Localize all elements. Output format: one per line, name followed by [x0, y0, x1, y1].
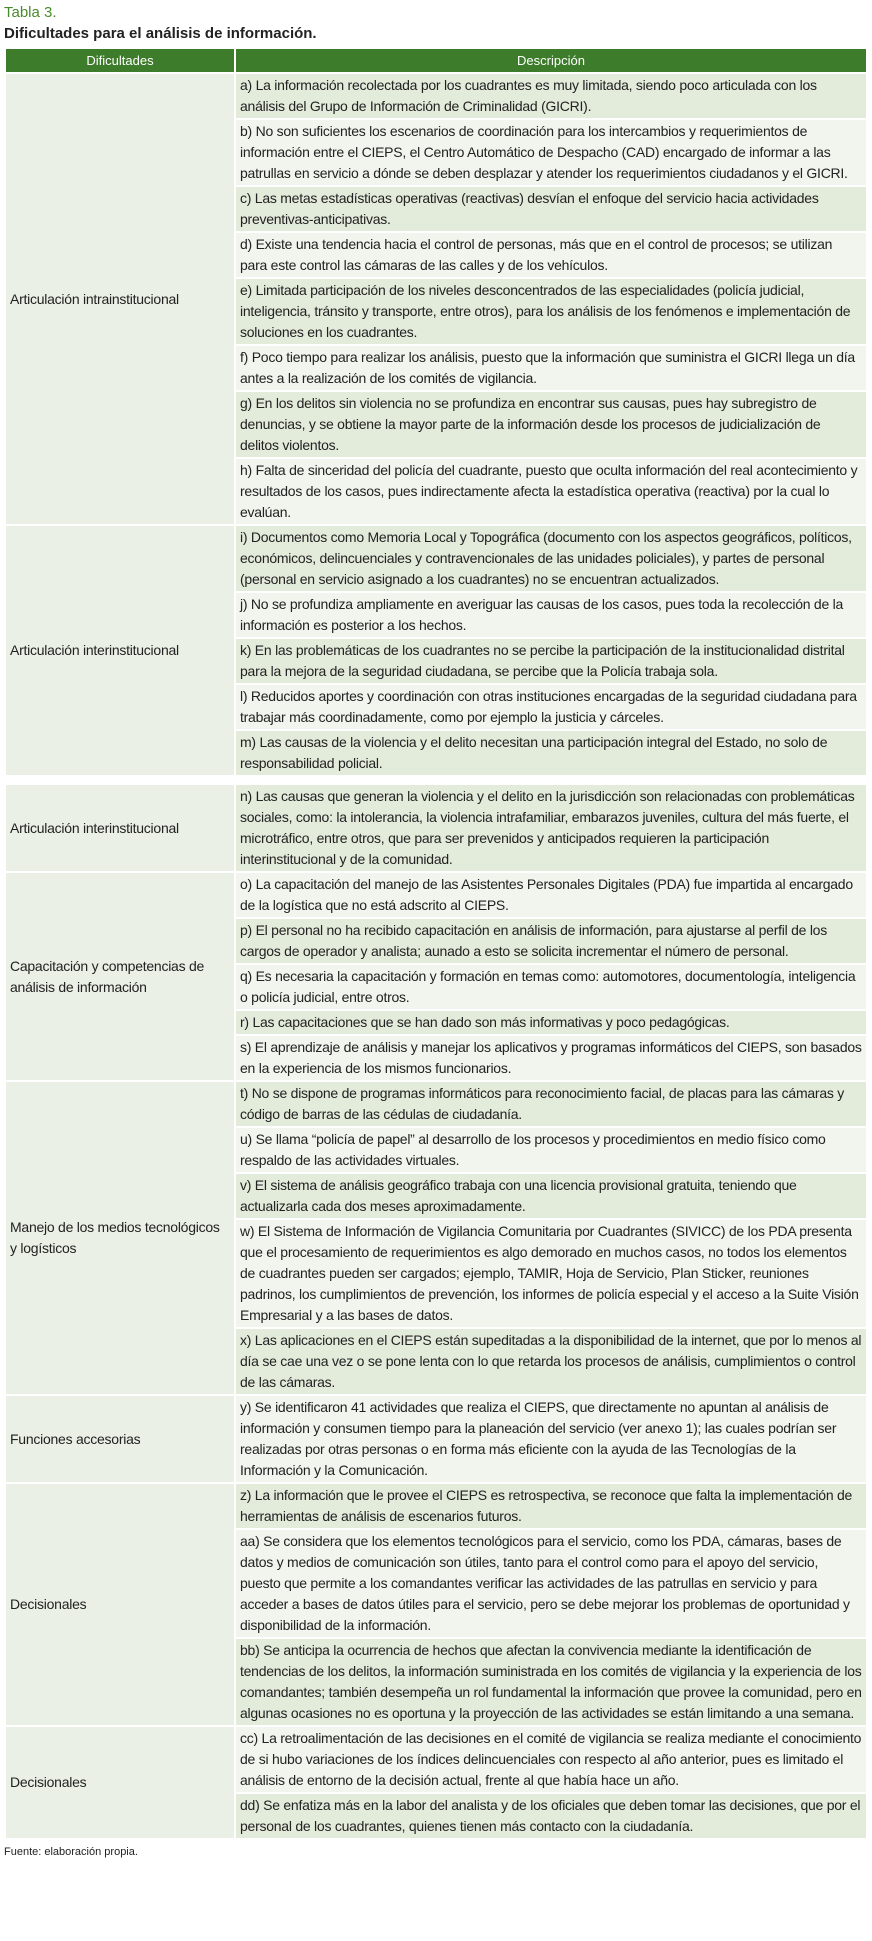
description-cell: g) En los delitos sin violencia no se profundiza en encontrar sus causas, pues hay subregistro de denuncias, y se obtiene la mayor parte de la información desde los procesos de judicialización de delitos violentos.: [235, 391, 867, 458]
table-row: [5, 1726, 867, 1793]
category-cell: Decisionales: [5, 1726, 235, 1839]
description-cell: l) Reducidos aportes y coordinación con otras instituciones encargadas de la seguridad ciudadana para trabajar más coordinadamente, como por ejemplo la justicia y cárceles.: [235, 684, 867, 730]
difficulties-table: [0, 47, 872, 1840]
table-row: [5, 1483, 867, 1529]
description-cell: bb) Se anticipa la ocurrencia de hechos que afectan la convivencia mediante la identificación de tendencias de los delitos, la información suministrada en los comités de vigilancia y la experiencia de los comandantes; también desempeña un rol fundamental la información que provee la comunidad, pero en algunas ocasiones no es oportuna y la proyección de las actividades se están limitando a una semana.: [235, 1638, 867, 1726]
table-title: Tabla 3.: [4, 4, 57, 21]
category-cell: Manejo de los medios tecnológicos y logísticos: [5, 1081, 235, 1395]
description-cell: b) No son suficientes los escenarios de coordinación para los intercambios y requerimientos de información entre el CIEPS, el Centro Automático de Despacho (CAD) encargado de informar a las patrullas en servicio a dónde se deben desplazar y atender los requerimientos ciudadanos y el GICRI.: [235, 119, 867, 186]
description-cell: e) Limitada participación de los niveles desconcentrados de las especialidades (policía judicial, inteligencia, tránsito y transporte, entre otros), para los análisis de los fenómenos e implementación de soluciones en los cuadrantes.: [235, 278, 867, 345]
description-cell: n) Las causas que generan la violencia y el delito en la jurisdicción son relacionadas con problemáticas sociales, como: la intolerancia, la violencia intrafamiliar, embarazos juveniles, cultura del más fuerte, el microtráfico, entre otros, que para ser prevenidos y anticipados requieren la participación interinstitucional y de la comunidad.: [235, 784, 867, 872]
description-cell: i) Documentos como Memoria Local y Topográfica (documento con los aspectos geográficos, políticos, económicos, delincuenciales y contravencionales de las unidades policiales), y partes de personal (personal en servicio asignado a los cuadrantes) no se encuentran actualizados.: [235, 525, 867, 592]
description-cell: y) Se identificaron 41 actividades que realiza el CIEPS, que directamente no apuntan al análisis de información y consumen tiempo para la planeación del servicio (ver anexo 1); las cuales podrían ser realizadas por otras personas o en forma más eficiente con la ayuda de las Tecnologías de la Información y la Comunicación.: [235, 1395, 867, 1483]
description-cell: w) El Sistema de Información de Vigilancia Comunitaria por Cuadrantes (SIVICC) de los PDA presenta que el procesamiento de requerimientos es algo demorado en muchos casos, no todos los elementos de cuadrantes pueden ser cargados; ejemplo, TAMIR, Hoja de Servicio, Plan Sticker, reuniones padrinos, los cumplimientos de prevención, los informes de policía especial y el acceso a la Suite Visión Empresarial y a las bases de datos.: [235, 1219, 867, 1328]
description-cell: k) En las problemáticas de los cuadrantes no se percibe la participación de la institucionalidad distrital para la mejora de la seguridad ciudadana, se percibe que la Policía trabaja sola.: [235, 638, 867, 684]
category-cell: Funciones accesorias: [5, 1395, 235, 1483]
description-cell: a) La información recolectada por los cuadrantes es muy limitada, siendo poco articulada con los análisis del Grupo de Información de Criminalidad (GICRI).: [235, 73, 867, 119]
description-cell: d) Existe una tendencia hacia el control de personas, más que en el control de procesos; se utilizan para este control las cámaras de las calles y de los vehículos.: [235, 232, 867, 278]
table-part-2: [4, 783, 868, 1840]
description-cell: aa) Se considera que los elementos tecnológicos para el servicio, como los PDA, cámaras, bases de datos y medios de comunicación son útiles, tanto para el control como para el apoyo del servicio, puesto que permite a los comandantes verificar las actividades de las patrullas en servicio y para acceder a bases de datos útiles para el servicio, pero se debe mejorar los problemas de oportunidad y disponibilidad de la información.: [235, 1529, 867, 1638]
description-cell: t) No se dispone de programas informáticos para reconocimiento facial, de placas para las cámaras y código de barras de las cédulas de ciudadanía.: [235, 1081, 867, 1127]
description-cell: x) Las aplicaciones en el CIEPS están supeditadas a la disponibilidad de la internet, que por lo menos al día se cae una vez o se pone lenta con lo que retarda los procesos de análisis, cumplimientos o control de las cámaras.: [235, 1328, 867, 1395]
description-cell: h) Falta de sinceridad del policía del cuadrante, puesto que oculta información del real acontecimiento y resultados de los casos, pues indirectamente afecta la estadística operativa (reactiva) por la cual lo evalúan.: [235, 458, 867, 525]
description-cell: r) Las capacitaciones que se han dado son más informativas y poco pedagógicas.: [235, 1010, 867, 1035]
header-row: [5, 48, 867, 73]
table-row: [5, 525, 867, 592]
description-cell: v) El sistema de análisis geográfico trabaja con una licencia provisional gratuita, teniendo que actualizarla cada dos meses aproximadamente.: [235, 1173, 867, 1219]
table-row: [5, 1081, 867, 1127]
description-cell: s) El aprendizaje de análisis y manejar los aplicativos y programas informáticos del CIEPS, son basados en la experiencia de los mismos funcionarios.: [235, 1035, 867, 1081]
table-part-1: [4, 47, 868, 777]
category-cell: Articulación interinstitucional: [5, 525, 235, 776]
table-row: [5, 784, 867, 872]
header-descripcion: Descripción: [235, 48, 867, 73]
description-cell: j) No se profundiza ampliamente en averiguar las causas de los casos, pues toda la recolección de la información es posterior a los hechos.: [235, 592, 867, 638]
table-row: [5, 73, 867, 119]
table-row: [5, 872, 867, 918]
description-cell: f) Poco tiempo para realizar los análisis, puesto que la información que suministra el GICRI llega un día antes a la realización de los comités de vigilancia.: [235, 345, 867, 391]
description-cell: o) La capacitación del manejo de las Asistentes Personales Digitales (PDA) fue impartida al encargado de la logística que no está adscrito al CIEPS.: [235, 872, 867, 918]
description-cell: cc) La retroalimentación de las decisiones en el comité de vigilancia se realiza mediante el conocimiento de si hubo variaciones de los índices delincuenciales con respecto al año anterior, pues es limitado el análisis de entorno de la decisión actual, frente al que había hace un año.: [235, 1726, 867, 1793]
table-row: [5, 1395, 867, 1483]
description-cell: z) La información que le provee el CIEPS es retrospectiva, se reconoce que falta la implementación de herramientas de análisis de escenarios futuros.: [235, 1483, 867, 1529]
description-cell: dd) Se enfatiza más en la labor del analista y de los oficiales que deben tomar las decisiones, que por el personal de los cuadrantes, quienes tienen más contacto con la ciudadanía.: [235, 1793, 867, 1839]
category-cell: Articulación intrainstitucional: [5, 73, 235, 525]
table-subtitle: Dificultades para el análisis de información.: [4, 25, 317, 42]
category-cell: Capacitación y competencias de análisis de información: [5, 872, 235, 1081]
description-cell: q) Es necesaria la capacitación y formación en temas como: automotores, documentología, inteligencia o policía judicial, entre otros.: [235, 964, 867, 1010]
description-cell: p) El personal no ha recibido capacitación en análisis de información, para ajustarse al perfil de los cargos de operador y analista; aunado a esto se solicita incrementar el número de personal.: [235, 918, 867, 964]
description-cell: c) Las metas estadísticas operativas (reactivas) desvían el enfoque del servicio hacia actividades preventivas-anticipativas.: [235, 186, 867, 232]
header-dificultades: Dificultades: [5, 48, 235, 73]
table-source: Fuente: elaboración propia.: [4, 1846, 138, 1858]
description-cell: m) Las causas de la violencia y el delito necesitan una participación integral del Estado, no solo de responsabilidad policial.: [235, 730, 867, 776]
category-cell: Decisionales: [5, 1483, 235, 1726]
category-cell: Articulación interinstitucional: [5, 784, 235, 872]
description-cell: u) Se llama “policía de papel” al desarrollo de los procesos y procedimientos en medio físico como respaldo de las actividades virtuales.: [235, 1127, 867, 1173]
